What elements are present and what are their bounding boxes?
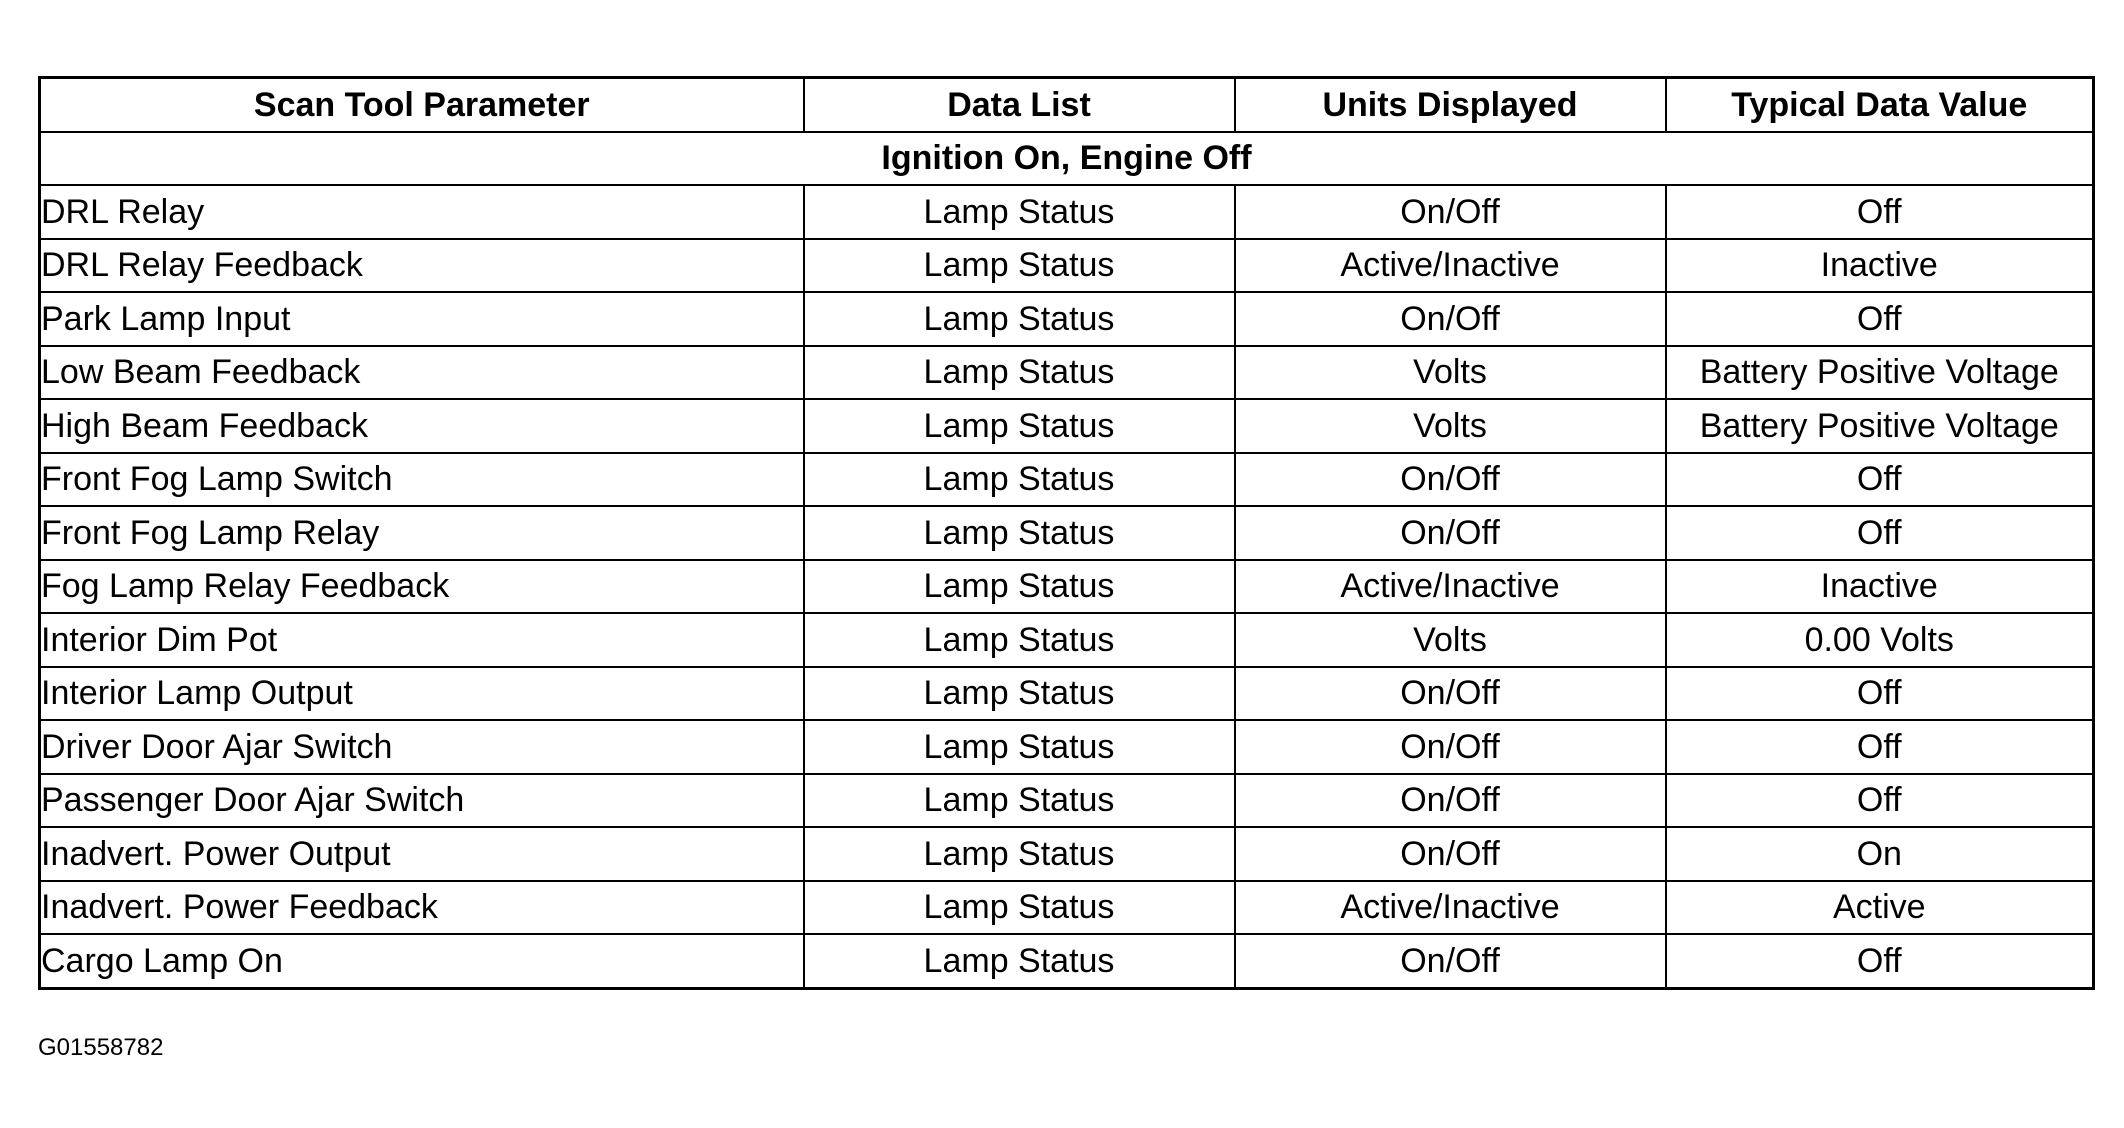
table-row [40,774,2094,828]
data-list-cell: Lamp Status [804,346,1235,400]
table-row [40,399,2094,453]
units-cell: On/Off [1235,934,1666,988]
typical-value-cell: Off [1666,934,2094,988]
parameter-cell: Inadvert. Power Feedback [40,881,804,935]
typical-value-cell: Active [1666,881,2094,935]
units-cell: On/Off [1235,720,1666,774]
parameter-cell: Park Lamp Input [40,292,804,346]
table-row [40,720,2094,774]
figure-id: G01558782 [38,1034,164,1061]
typical-value-cell: Off [1666,667,2094,721]
units-cell: On/Off [1235,185,1666,239]
data-list-cell: Lamp Status [804,506,1235,560]
table-row [40,613,2094,667]
typical-value-cell: Off [1666,292,2094,346]
table-row [40,667,2094,721]
typical-value-cell: Off [1666,453,2094,507]
parameter-cell: High Beam Feedback [40,399,804,453]
typical-value-cell: Battery Positive Voltage [1666,346,2094,400]
units-cell: Active/Inactive [1235,239,1666,293]
parameter-cell: Low Beam Feedback [40,346,804,400]
parameter-cell: DRL Relay [40,185,804,239]
parameter-cell: Driver Door Ajar Switch [40,720,804,774]
data-list-cell: Lamp Status [804,613,1235,667]
units-cell: On/Off [1235,827,1666,881]
typical-value-cell: Off [1666,506,2094,560]
table-row [40,239,2094,293]
parameter-cell: Interior Lamp Output [40,667,804,721]
typical-value-cell: Inactive [1666,239,2094,293]
data-list-cell: Lamp Status [804,560,1235,614]
units-cell: Active/Inactive [1235,560,1666,614]
units-cell: Volts [1235,613,1666,667]
units-cell: On/Off [1235,453,1666,507]
table-header-row [40,78,2094,132]
data-list-cell: Lamp Status [804,667,1235,721]
data-list-cell: Lamp Status [804,774,1235,828]
header-scan-tool-parameter: Scan Tool Parameter [40,78,804,132]
typical-value-cell: Off [1666,774,2094,828]
section-row [40,132,2094,186]
table-row [40,453,2094,507]
data-list-cell: Lamp Status [804,881,1235,935]
units-cell: Volts [1235,346,1666,400]
header-data-list: Data List [804,78,1235,132]
units-cell: On/Off [1235,667,1666,721]
data-list-cell: Lamp Status [804,239,1235,293]
header-typical-data-value: Typical Data Value [1666,78,2094,132]
typical-value-cell: Off [1666,185,2094,239]
table-row [40,827,2094,881]
header-units-displayed: Units Displayed [1235,78,1666,132]
table-row [40,881,2094,935]
data-list-cell: Lamp Status [804,453,1235,507]
units-cell: On/Off [1235,774,1666,828]
section-title: Ignition On, Engine Off [40,132,2094,186]
parameter-cell: Front Fog Lamp Switch [40,453,804,507]
data-list-cell: Lamp Status [804,292,1235,346]
parameter-cell: Front Fog Lamp Relay [40,506,804,560]
typical-value-cell: On [1666,827,2094,881]
scan-tool-data-table [38,76,2095,990]
typical-value-cell: Battery Positive Voltage [1666,399,2094,453]
data-list-cell: Lamp Status [804,827,1235,881]
units-cell: Volts [1235,399,1666,453]
table-row [40,346,2094,400]
typical-value-cell: Off [1666,720,2094,774]
data-list-cell: Lamp Status [804,185,1235,239]
parameter-cell: Fog Lamp Relay Feedback [40,560,804,614]
units-cell: Active/Inactive [1235,881,1666,935]
table-row [40,560,2094,614]
table-row [40,934,2094,988]
parameter-cell: Inadvert. Power Output [40,827,804,881]
typical-value-cell: Inactive [1666,560,2094,614]
parameter-cell: DRL Relay Feedback [40,239,804,293]
typical-value-cell: 0.00 Volts [1666,613,2094,667]
units-cell: On/Off [1235,506,1666,560]
parameter-cell: Interior Dim Pot [40,613,804,667]
parameter-cell: Passenger Door Ajar Switch [40,774,804,828]
table-row [40,292,2094,346]
data-list-cell: Lamp Status [804,720,1235,774]
parameter-cell: Cargo Lamp On [40,934,804,988]
data-list-cell: Lamp Status [804,934,1235,988]
units-cell: On/Off [1235,292,1666,346]
data-list-cell: Lamp Status [804,399,1235,453]
table-row [40,185,2094,239]
table-row [40,506,2094,560]
